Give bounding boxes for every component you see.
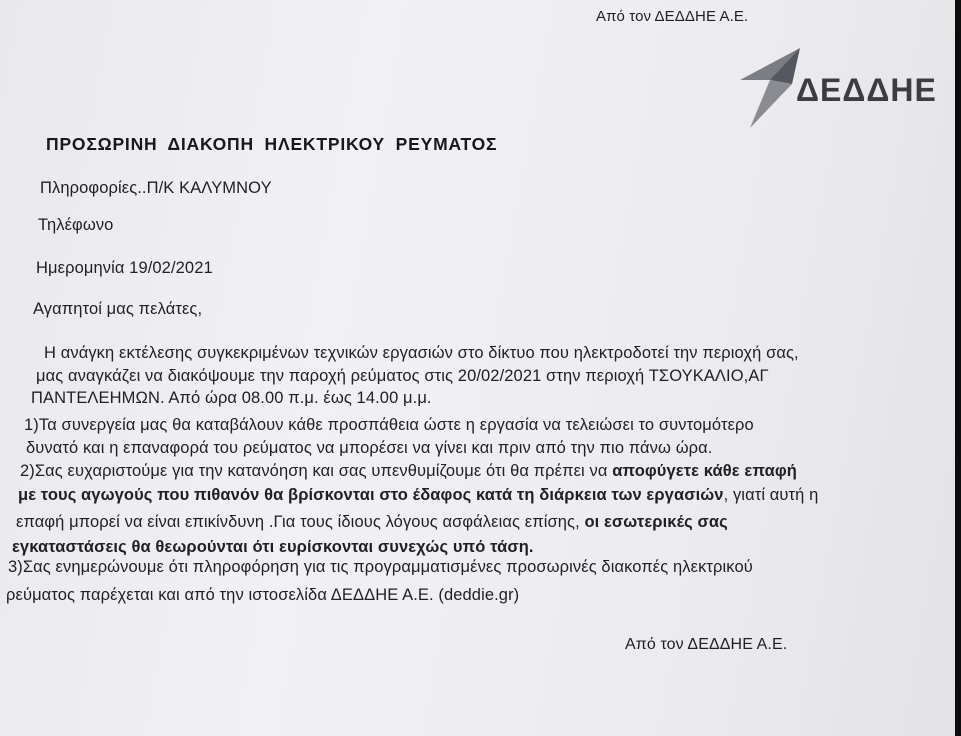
paragraph-line: ΠΑΝΤΕΛΕΗΜΩΝ. Από ώρα 08.00 π.μ. έως 14.00 μ.μ.	[31, 389, 432, 407]
paragraph-line: δυνατό και η επαναφορά του ρεύματος να μπορέσει να γίνει και πριν από την πιο πάνω ώρα.	[26, 439, 713, 457]
date-line: Ημερομηνία 19/02/2021	[36, 259, 213, 277]
text-bold: εγκαταστάσεις θα θεωρούνται ότι ευρίσκονται συνεχώς υπό τάση.	[12, 538, 534, 556]
paragraph-line: Η ανάγκη εκτέλεσης συγκεκριμένων τεχνικών εργασιών στο δίκτυο που ηλεκτροδοτεί την περιοχή σας,	[44, 344, 799, 362]
text-normal: 2)Σας ευχαριστούμε για την κατανόηση και σας υπενθυμίζουμε ότι θα πρέπει να	[20, 462, 613, 480]
greeting: Αγαπητοί μας πελάτες,	[33, 300, 203, 318]
document-title: ΠΡΟΣΩΡΙΝΗ ΔΙΑΚΟΠΗ ΗΛΕΚΤΡΙΚΟΥ ΡΕΥΜΑΤΟΣ	[46, 134, 498, 154]
text-normal: επαφή μπορεί να είναι επικίνδυνη .Για τους ίδιους λόγους ασφάλειας επίσης,	[16, 513, 585, 531]
text-bold: με τους αγωγούς που πιθανόν θα βρίσκονται στο έδαφος κατά τη διάρκεια των εργασιών	[18, 486, 724, 504]
sender-bottom: Από τον ΔΕΔΔΗΕ Α.Ε.	[625, 636, 788, 653]
paragraph-line	[20, 462, 797, 481]
logo-text: ΔΕΔΔΗΕ	[796, 72, 937, 108]
phone-line: Τηλέφωνο	[38, 216, 114, 234]
paragraph-line	[12, 538, 534, 557]
paragraph-line	[18, 486, 818, 505]
text-bold: αποφύγετε κάθε επαφή	[612, 462, 797, 480]
text-bold: οι εσωτερικές σας	[584, 513, 728, 531]
info-line: Πληροφορίες..Π/Κ ΚΑΛΥΜΝΟΥ	[40, 179, 272, 197]
paragraph-line: ρεύματος παρέχεται και από την ιστοσελίδα ΔΕΔΔΗΕ Α.Ε. (deddie.gr)	[6, 586, 520, 604]
paragraph-line: 1)Τα συνεργεία μας θα καταβάλουν κάθε προσπάθεια ώστε η εργασία να τελειώσει το συντομότερο	[24, 416, 754, 434]
sender-top: Από τον ΔΕΔΔΗΕ Α.Ε.	[596, 8, 749, 25]
text-normal: , γιατί αυτή η	[723, 486, 819, 504]
paragraph-line	[16, 513, 728, 532]
paragraph-line: μας αναγκάζει να διακόψουμε την παροχή ρεύματος στις 20/02/2021 στην περιοχή ΤΣΟΥΚΑΛΙΟ,ΑΓ	[36, 367, 769, 385]
paragraph-line: 3)Σας ενημερώνουμε ότι πληροφόρηση για τις προγραμματισμένες προσωρινές διακοπές ηλεκτρικού	[8, 558, 753, 576]
